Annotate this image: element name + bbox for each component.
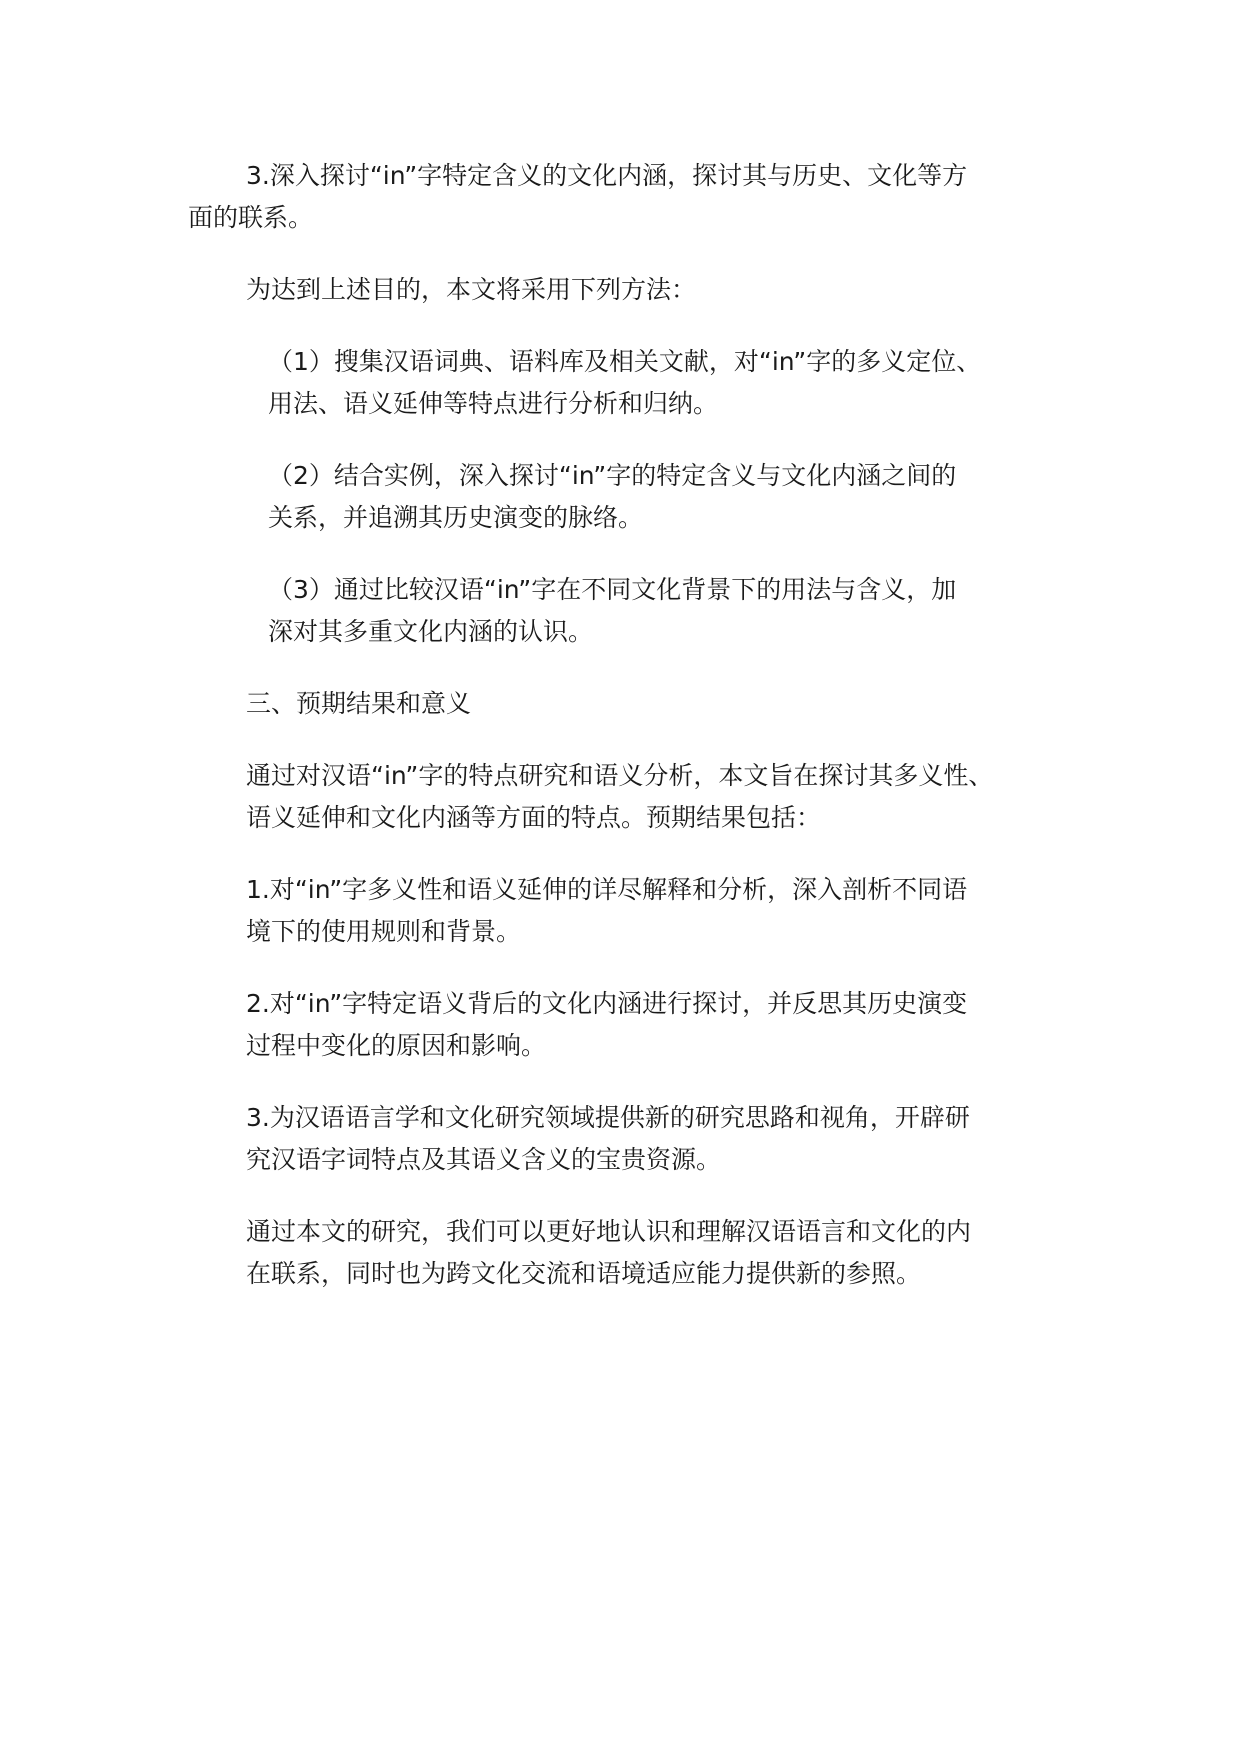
text-line: 用法、语义延伸等特点进行分析和归纳。 xyxy=(268,389,719,418)
text-line: 2.对“in”字特定语义背后的文化内涵进行探讨，并反思其历史演变 xyxy=(246,989,968,1018)
text-line: 境下的使用规则和背景。 xyxy=(246,917,522,946)
text-line: 过程中变化的原因和影响。 xyxy=(246,1031,547,1060)
text-line: （3）通过比较汉语“in”字在不同文化背景下的用法与含义，加 xyxy=(268,575,957,604)
paragraph-result-1 xyxy=(188,869,1068,953)
text-line: 在联系，同时也为跨文化交流和语境适应能力提供新的参照。 xyxy=(246,1259,922,1288)
paragraph-method-2 xyxy=(188,455,1068,539)
paragraph-objective-3 xyxy=(188,155,1068,239)
text-line: 1.对“in”字多义性和语义延伸的详尽解释和分析，深入剖析不同语 xyxy=(246,875,968,904)
text-line: 三、预期结果和意义 xyxy=(246,689,472,718)
text-line: （1）搜集汉语词典、语料库及相关文献，对“in”字的多义定位、 xyxy=(268,347,982,376)
text-line: 通过本文的研究，我们可以更好地认识和理解汉语语言和文化的内 xyxy=(246,1217,972,1246)
text-line: 深对其多重文化内涵的认识。 xyxy=(268,617,594,646)
paragraph-method-3 xyxy=(188,569,1068,653)
text-line: 面的联系。 xyxy=(188,203,314,232)
text-line: 关系，并追溯其历史演变的脉络。 xyxy=(268,503,644,532)
paragraph-methods-intro xyxy=(188,269,1068,311)
section-heading-expected-results xyxy=(188,683,1068,725)
text-line: 为达到上述目的，本文将采用下列方法： xyxy=(246,275,697,304)
paragraph-result-2 xyxy=(188,983,1068,1067)
text-line: 语义延伸和文化内涵等方面的特点。预期结果包括： xyxy=(246,803,822,832)
text-line: （2）结合实例，深入探讨“in”字的特定含义与文化内涵之间的 xyxy=(268,461,957,490)
text-line: 通过对汉语“in”字的特点研究和语义分析，本文旨在探讨其多义性、 xyxy=(246,761,994,790)
text-line: 3.深入探讨“in”字特定含义的文化内涵，探讨其与历史、文化等方 xyxy=(246,161,968,190)
paragraph-method-1 xyxy=(188,341,1068,425)
paragraph-result-3 xyxy=(188,1097,1068,1181)
document-body xyxy=(188,155,1068,1325)
paragraph-conclusion xyxy=(188,1211,1068,1295)
text-line: 3.为汉语语言学和文化研究领域提供新的研究思路和视角，开辟研 xyxy=(246,1103,970,1132)
text-line: 究汉语字词特点及其语义含义的宝贵资源。 xyxy=(246,1145,722,1174)
paragraph-results-intro xyxy=(188,755,1068,839)
